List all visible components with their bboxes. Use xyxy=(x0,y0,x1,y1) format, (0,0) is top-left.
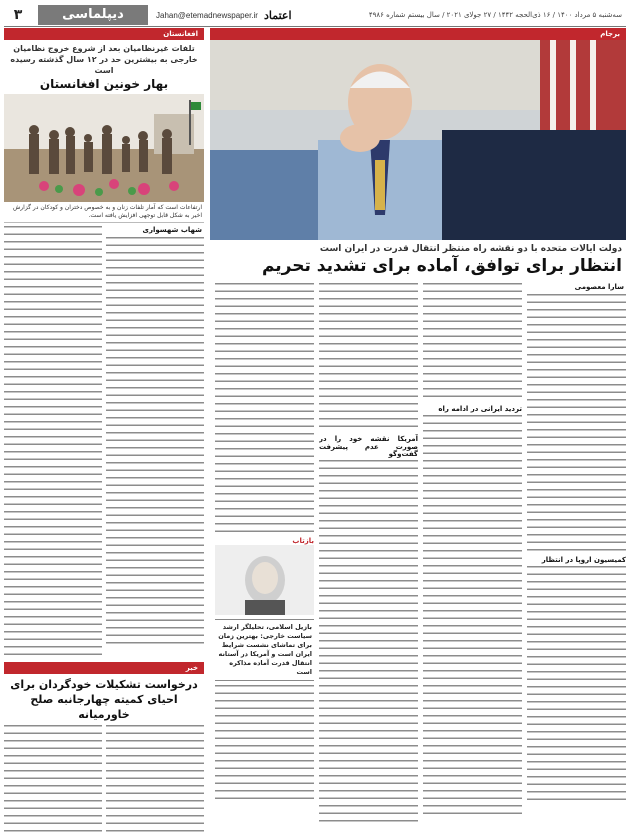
main-subhead-2: تردید ایرانی در ادامه راه xyxy=(438,405,522,413)
bottom-article-title[interactable]: درخواست تشکیلات خودگردان برای احیای کمیته چهارجانبه صلح خاورمیانه xyxy=(10,678,198,721)
main-subhead-1: آمریکا نقشه خود را در صورت عدم پیشرفت گفت‌وگو xyxy=(319,435,418,458)
analyst-quote: بازیل اسلامی، تحلیلگر ارشد سیاست خارجی: بهترین زمان برای تماشای نشست شرایط ایران است و آمریکا در آستانه انتقال قدرت آماده مذاکره است xyxy=(215,619,314,681)
body-text-lines xyxy=(423,283,522,403)
bottom-body-column-1 xyxy=(4,725,102,837)
children-illustration xyxy=(4,94,204,202)
main-article-title[interactable]: انتظار برای توافق، آماده برای تشدید تحریم xyxy=(261,256,622,276)
body-text-lines xyxy=(215,685,314,805)
masthead xyxy=(4,4,626,27)
section-tag-jcpoa: برجام xyxy=(210,28,626,40)
left-article-kicker: تلفات غیرنظامیان بعد از شروع خروج نظامیان خارجی به بیشترین حد در ۱۲ سال گذشته رسیده است xyxy=(10,44,198,75)
afghan-children-photo xyxy=(4,94,204,202)
body-text-lines xyxy=(106,725,204,837)
date-line: سه‌شنبه ۵ مرداد ۱۴۰۰ / ۱۶ ذی‌الحجه ۱۴۴۲ / ۲۷ جولای ۲۰۲۱ / سال بیستم شماره ۴۹۸۶ xyxy=(368,11,622,19)
body-text-lines xyxy=(527,566,626,806)
main-body-column-1 xyxy=(527,294,626,814)
left-body-column-1 xyxy=(4,226,102,656)
quote-section xyxy=(215,537,314,805)
left-column xyxy=(4,28,204,816)
quote-label: بازتاب xyxy=(292,537,314,545)
left-byline: شهاب شهسواری xyxy=(142,226,202,234)
analyst-portrait xyxy=(215,545,314,615)
main-article xyxy=(210,28,626,823)
body-text-lines xyxy=(215,283,314,533)
left-body-column-2 xyxy=(106,237,204,647)
body-text-lines xyxy=(527,294,626,554)
page-number: ۳ xyxy=(4,4,32,26)
left-photo-caption: ارتفاعات است که آمار تلفات زنان و به خصوص دختران و کودکان در گزارش اخیر به شکل قابل توجهی افزایش یافته است. xyxy=(4,202,204,223)
bottom-body-column-2 xyxy=(106,725,204,837)
main-body-column-3 xyxy=(319,283,418,823)
main-subhead-3: کمیسیون اروپا در انتظار xyxy=(541,556,626,564)
main-body-column-2 xyxy=(423,283,522,823)
body-text-lines xyxy=(423,415,522,815)
press-photo-illustration xyxy=(210,40,626,240)
section-tag-afghanistan: افغانستان xyxy=(4,28,204,40)
main-byline: سارا معصومی xyxy=(574,283,624,291)
body-text-lines xyxy=(319,460,418,824)
body-text-lines xyxy=(4,226,102,656)
main-body-column-4 xyxy=(215,283,314,533)
body-text-lines xyxy=(4,725,102,837)
left-article-title[interactable]: بهار خونین افغانستان xyxy=(39,77,169,91)
body-text-lines xyxy=(106,237,204,647)
section-title: دیپلماسی xyxy=(38,5,148,25)
section-email[interactable]: Jahan@etemadnewspaper.ir xyxy=(156,10,258,20)
biden-photo xyxy=(210,40,626,240)
body-text-lines xyxy=(319,283,418,433)
newspaper-logo: اعتماد xyxy=(263,8,292,22)
bottom-news-tag: خبر xyxy=(4,662,204,674)
main-article-kicker: دولت ایالات متحده با دو نقشه راه منتظر انتقال قدرت در ایران است xyxy=(319,244,622,254)
